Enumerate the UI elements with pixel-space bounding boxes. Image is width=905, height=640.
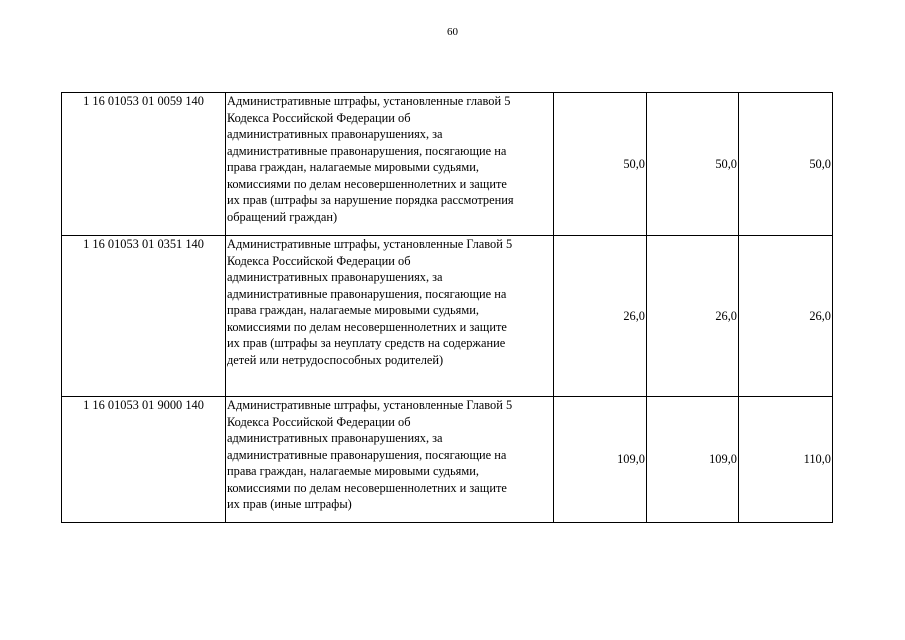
description-line: Кодекса Российской Федерации об bbox=[227, 110, 411, 125]
amount-cell-3: 26,0 bbox=[739, 236, 833, 397]
table-row bbox=[62, 93, 833, 236]
description-line: Административные штрафы, установленные главой 5 bbox=[227, 94, 511, 108]
amount-cell-2: 109,0 bbox=[647, 397, 739, 523]
revenue-description bbox=[226, 397, 554, 523]
description-line: Административные штрафы, установленные Главой 5 bbox=[227, 398, 513, 412]
description-line: Кодекса Российской Федерации об bbox=[227, 414, 411, 429]
revenue-description bbox=[226, 93, 554, 236]
description-line: детей или нетрудоспособных родителей) bbox=[227, 352, 444, 367]
description-line: комиссиями по делам несовершеннолетних и защите bbox=[227, 319, 507, 334]
description-line: административные правонарушения, посягающие на bbox=[227, 143, 507, 158]
amount-cell-3: 50,0 bbox=[739, 93, 833, 236]
description-line: административных правонарушениях, за bbox=[227, 270, 443, 284]
description-line: права граждан, налагаемые мировыми судьями, bbox=[227, 160, 479, 174]
budget-classification-code: 1 16 01053 01 9000 140 bbox=[62, 397, 226, 523]
amount-cell-1: 50,0 bbox=[554, 93, 647, 236]
description-line: административных правонарушениях, за bbox=[227, 127, 443, 141]
amount-cell-1: 26,0 bbox=[554, 236, 647, 397]
amount-cell-2: 26,0 bbox=[647, 236, 739, 397]
amount-cell-1: 109,0 bbox=[554, 397, 647, 523]
budget-revenue-table bbox=[61, 92, 833, 523]
description-line: Административные штрафы, установленные Главой 5 bbox=[227, 237, 513, 251]
description-line: их прав (штрафы за нарушение порядка рассмотрения bbox=[227, 193, 514, 207]
description-line: административные правонарушения, посягающие на bbox=[227, 447, 507, 462]
description-line: административные правонарушения, посягающие на bbox=[227, 286, 507, 301]
description-line: их прав (иные штрафы) bbox=[227, 497, 352, 511]
table-row bbox=[62, 397, 833, 523]
table-row bbox=[62, 236, 833, 397]
description-line: административных правонарушениях, за bbox=[227, 431, 443, 445]
description-line: права граждан, налагаемые мировыми судьями, bbox=[227, 464, 479, 478]
budget-classification-code: 1 16 01053 01 0351 140 bbox=[62, 236, 226, 397]
description-line: комиссиями по делам несовершеннолетних и защите bbox=[227, 176, 507, 191]
page-number: 60 bbox=[447, 26, 458, 38]
description-line: права граждан, налагаемые мировыми судьями, bbox=[227, 303, 479, 317]
description-line: их прав (штрафы за неуплату средств на содержание bbox=[227, 336, 506, 350]
amount-cell-3: 110,0 bbox=[739, 397, 833, 523]
description-line: обращений граждан) bbox=[227, 209, 338, 224]
description-line: комиссиями по делам несовершеннолетних и защите bbox=[227, 480, 507, 495]
budget-classification-code: 1 16 01053 01 0059 140 bbox=[62, 93, 226, 236]
amount-cell-2: 50,0 bbox=[647, 93, 739, 236]
description-line: Кодекса Российской Федерации об bbox=[227, 253, 411, 268]
revenue-description bbox=[226, 236, 554, 397]
